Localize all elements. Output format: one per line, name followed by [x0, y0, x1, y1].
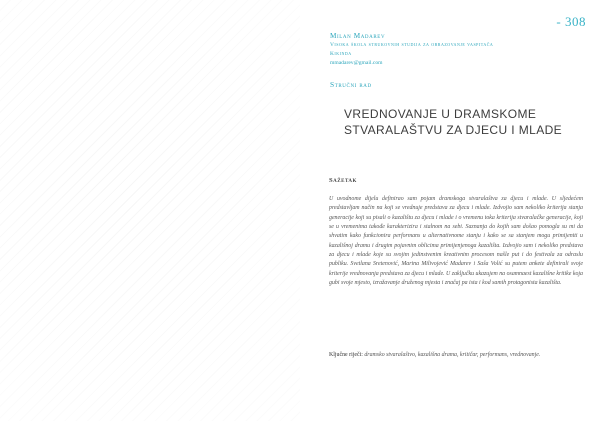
author-city: Kikinda [330, 51, 352, 57]
author-block [330, 31, 590, 68]
keywords-label: Ključne riječi: [329, 352, 363, 358]
author-email: mmadarev@gmail.com [330, 60, 383, 66]
page-number: - 308 [556, 14, 586, 29]
author-affiliation: Visoka škola strukovnih studija za obrazovanje vaspitača [330, 42, 494, 48]
section-type-label: Stručni rad [330, 80, 372, 89]
author-name: Milan Madarev [330, 32, 386, 40]
paper-title: VREDNOVANJE U DRAMSKOME STVARALAŠTVU ZA DJECU I MLADE [344, 107, 563, 137]
summary-heading: Sažetak [329, 177, 357, 184]
right-page [300, 0, 600, 421]
keywords-text: dramsko stvaralaštvo, kazališna drama, kritičar, performans, vrednovanje. [364, 352, 541, 358]
keywords [329, 351, 579, 360]
abstract-text: U uvodnome dijelu definirao sam pojam dramskoga stvaralaštva za djecu i mlade. U sljedećem predstavljam način na koji se vrednuje predstava za djecu i mlade. Izdvojio sam nekoliko kriterija stanja generacije koji su pisali o kazalištu za djecu i mlade i o vremenu toka kriterija stvaralačke generacije, koji se u vremenima takođe karakterizira i stalnom na sebi. Saznanja do kojih sam došao pomogla su mi da shvatim kako funkcionira performans u alternativnome stanju i kako se sa stanjem mogu primijeniti u kazališnoj dramu i drugim pojavnim oblicima primijenjenoga kazališta. Izdvojio sam i nekoliko predstava za djecu i mlade koje su svojim jedinstvenim kreativnim procesom našle put i do festivala za odraslu publiku. Svetlana Sretenović, Marina Milivojević Madarev i Saša Volić su putem ankete definirali svoje kriterije vrednovanja predstava za djecu i mlade. U zaključku ukazujem na osamnaest kazališne kritike koja gubi svoje mjesto, izražavanje druženog mjesta i značaj pa ista i kod samih protagonista kazališta. [329, 196, 583, 287]
